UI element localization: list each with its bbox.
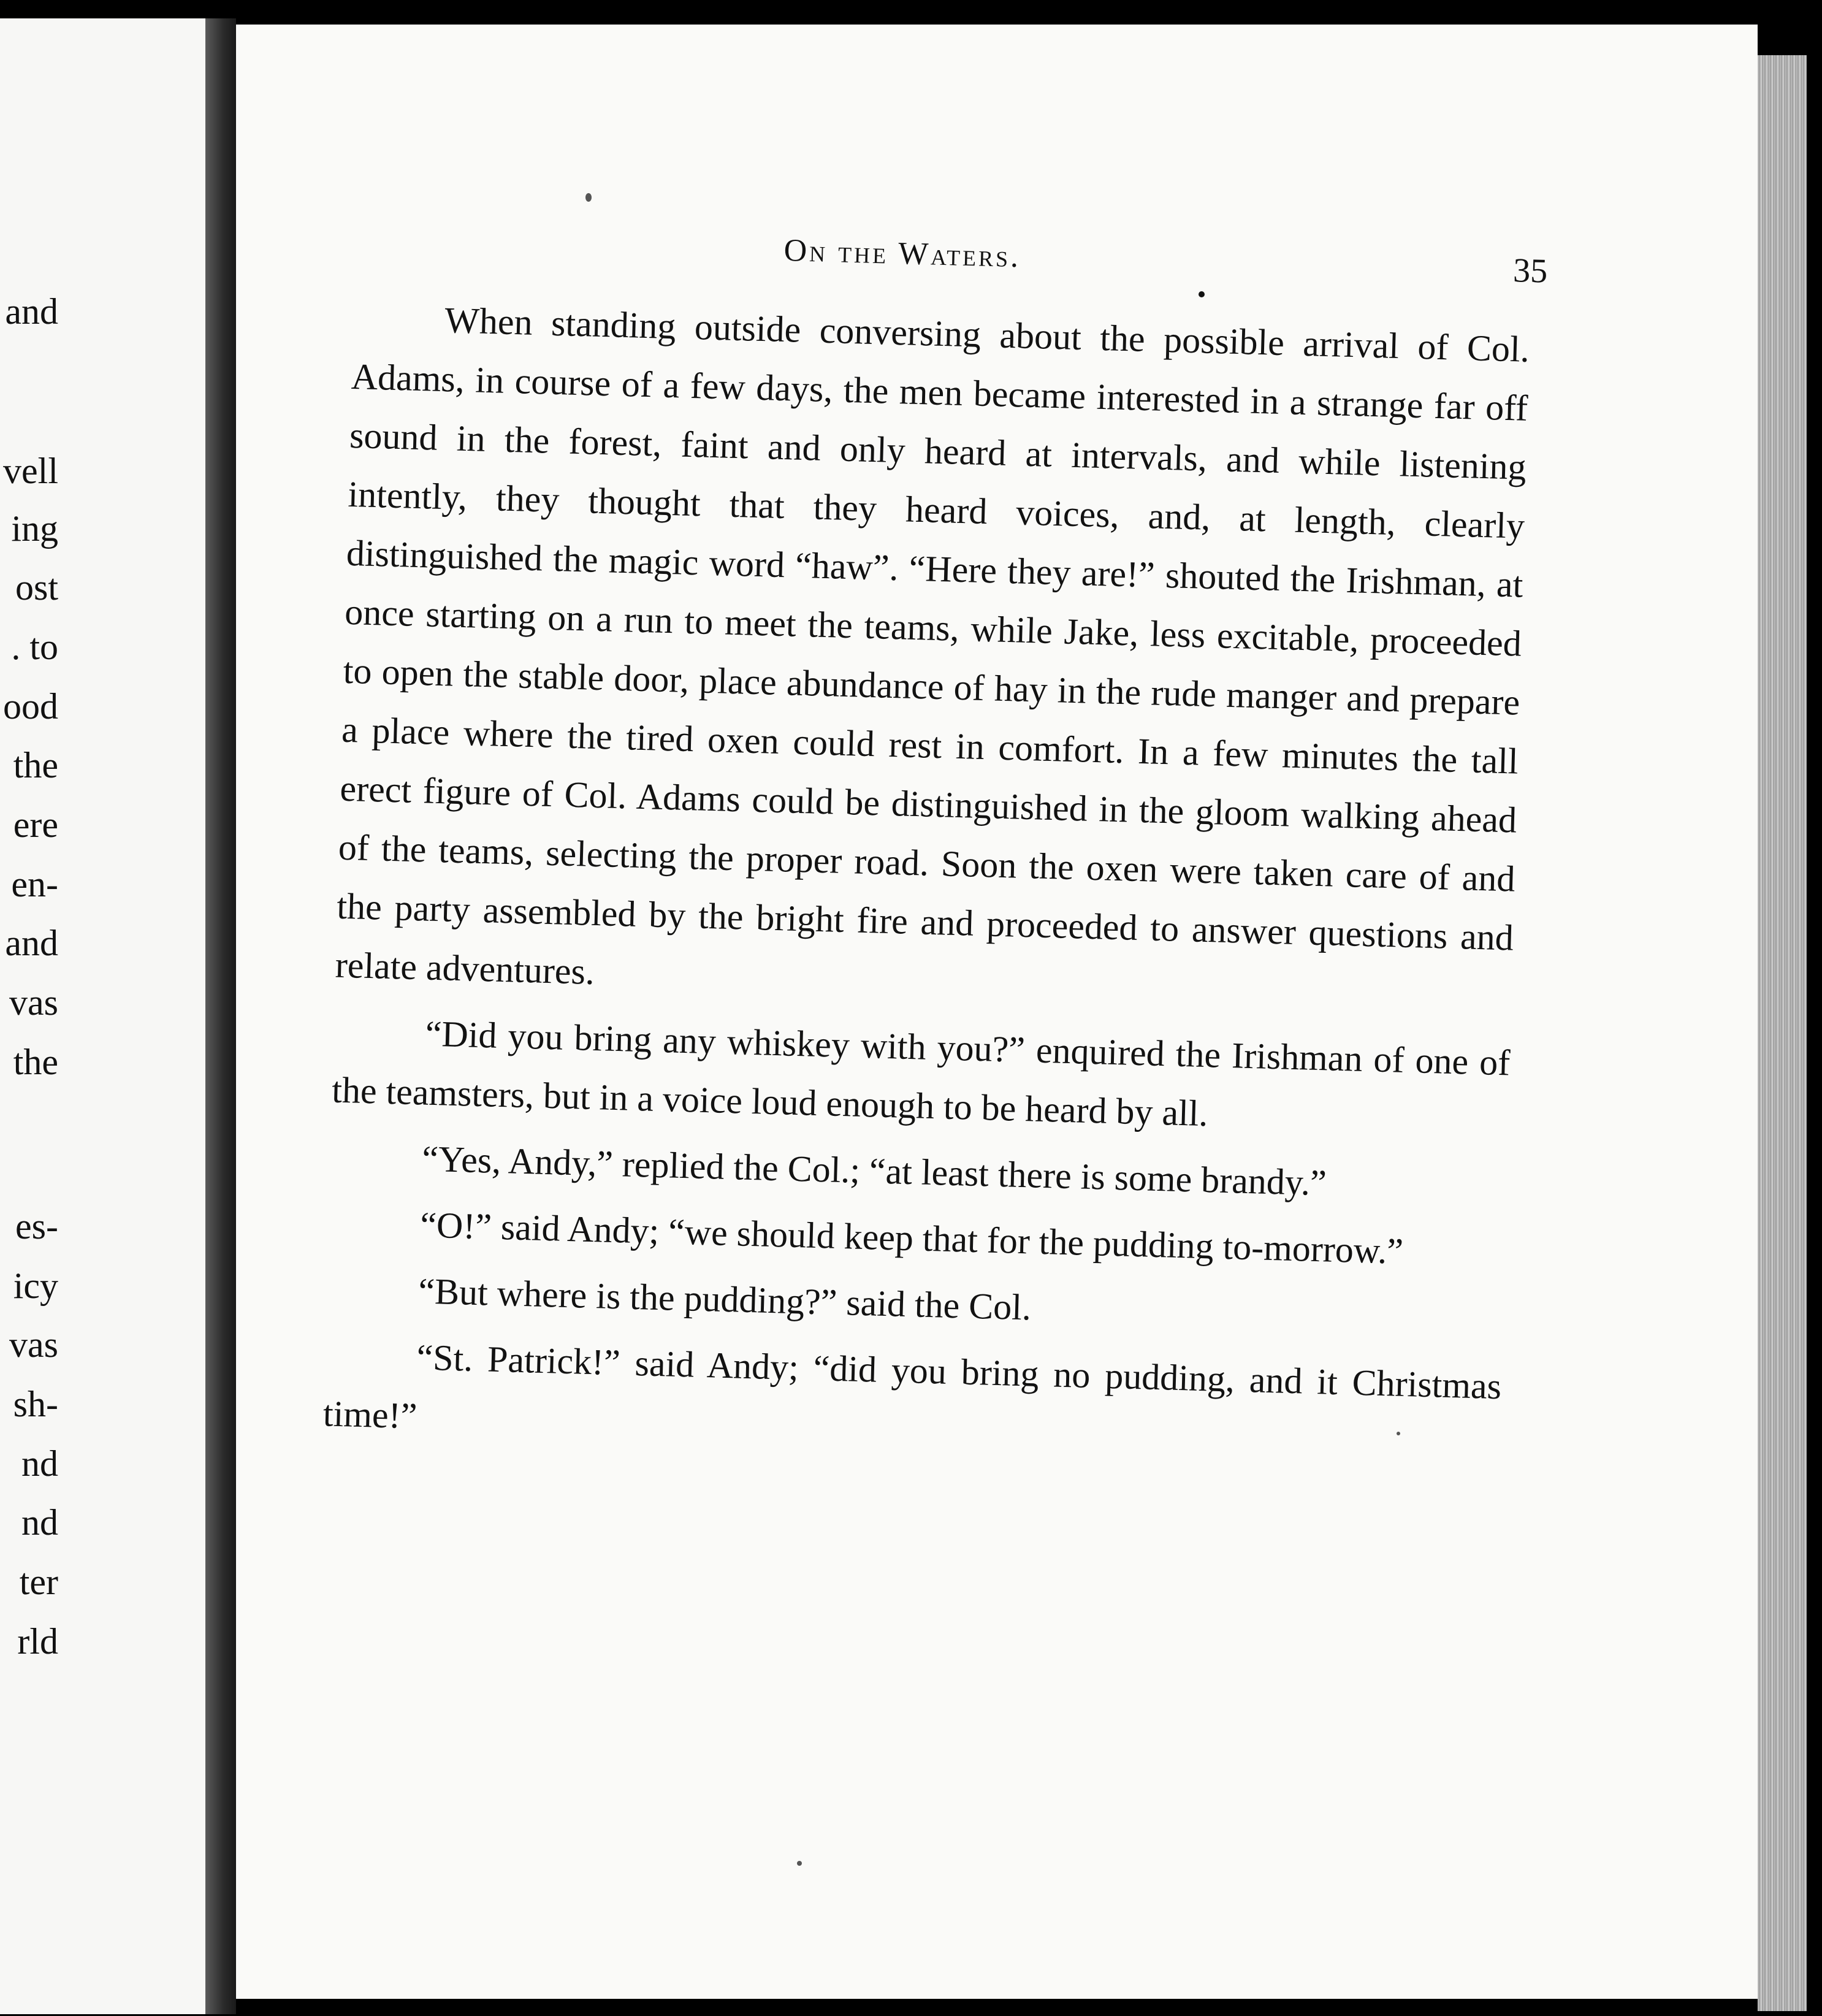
paragraph: “But where is the pudding?” said the Col. [417, 1270, 1032, 1328]
left-fragment: and [5, 291, 58, 332]
left-fragment: en- [11, 864, 58, 904]
left-fragment: ing [11, 508, 58, 549]
paragraph: “Yes, Andy,” replied the Col.; “at least there is some brandy.” [421, 1138, 1327, 1204]
paragraph: “St. Patrick!” said Andy; “did you bring no pudding, and it Christmas time!” [322, 1337, 1502, 1437]
left-fragment: rld [17, 1621, 58, 1662]
left-fragment: vas [9, 1324, 58, 1365]
left-fragment: the [13, 745, 58, 785]
running-title: On the Waters. [783, 232, 1022, 275]
book-gutter [205, 18, 236, 2014]
left-fragment: ost [15, 567, 58, 608]
left-fragment: nd [21, 1443, 58, 1484]
scan-speck [797, 1861, 802, 1866]
left-fragment: ood [3, 686, 58, 727]
left-fragment: the [13, 1042, 58, 1082]
paragraph: “O!” said Andy; “we should keep that for the pudding to-morrow.” [419, 1204, 1404, 1272]
left-fragment: vas [9, 982, 58, 1023]
left-fragment: sh- [13, 1384, 58, 1424]
page-text-block [322, 215, 1557, 1475]
scan-speck [585, 193, 592, 202]
page-edges [1758, 55, 1807, 2011]
left-page-text-fragments [0, 0, 58, 2016]
paragraph: “Did you bring any whiskey with you?” enquired the Irishman of one of the teamsters, but in a voice loud enough to be heard by all. [331, 1013, 1511, 1134]
left-fragment: vell [3, 451, 58, 491]
left-fragment: ter [19, 1562, 58, 1602]
paragraph: When standing outside conversing about the possible arrival of Col. Adams, in course of a few days, the men became interested in a strange far off sound in the forest, faint and only heard at intervals, and while listening intently, they thought that they heard voices, and, at length, clearly distinguished the magic word “haw”. “Here they are!” shouted the Irishman, at once starting on a run to meet the teams, while Jake, less excitable, proceeded to open the stable door, place abundance of hay in the rude manger and prepare a place where the tired oxen could rest in comfort. In a few minutes the tall erect figure of Col. Adams could be distinguished in the gloom walking ahead of the teams, selecting the proper road. Soon the oxen were taken care of and the party assembled by the bright fire and proceeded to answer questions and relate adventures. [334, 300, 1530, 992]
left-fragment: es- [15, 1206, 58, 1247]
left-fragment: nd [21, 1502, 58, 1543]
left-fragment: and [5, 923, 58, 963]
left-fragment: ere [13, 804, 58, 845]
left-fragment: icy [13, 1266, 58, 1306]
page-number: 35 [1512, 251, 1549, 291]
left-fragment: . to [11, 627, 58, 667]
